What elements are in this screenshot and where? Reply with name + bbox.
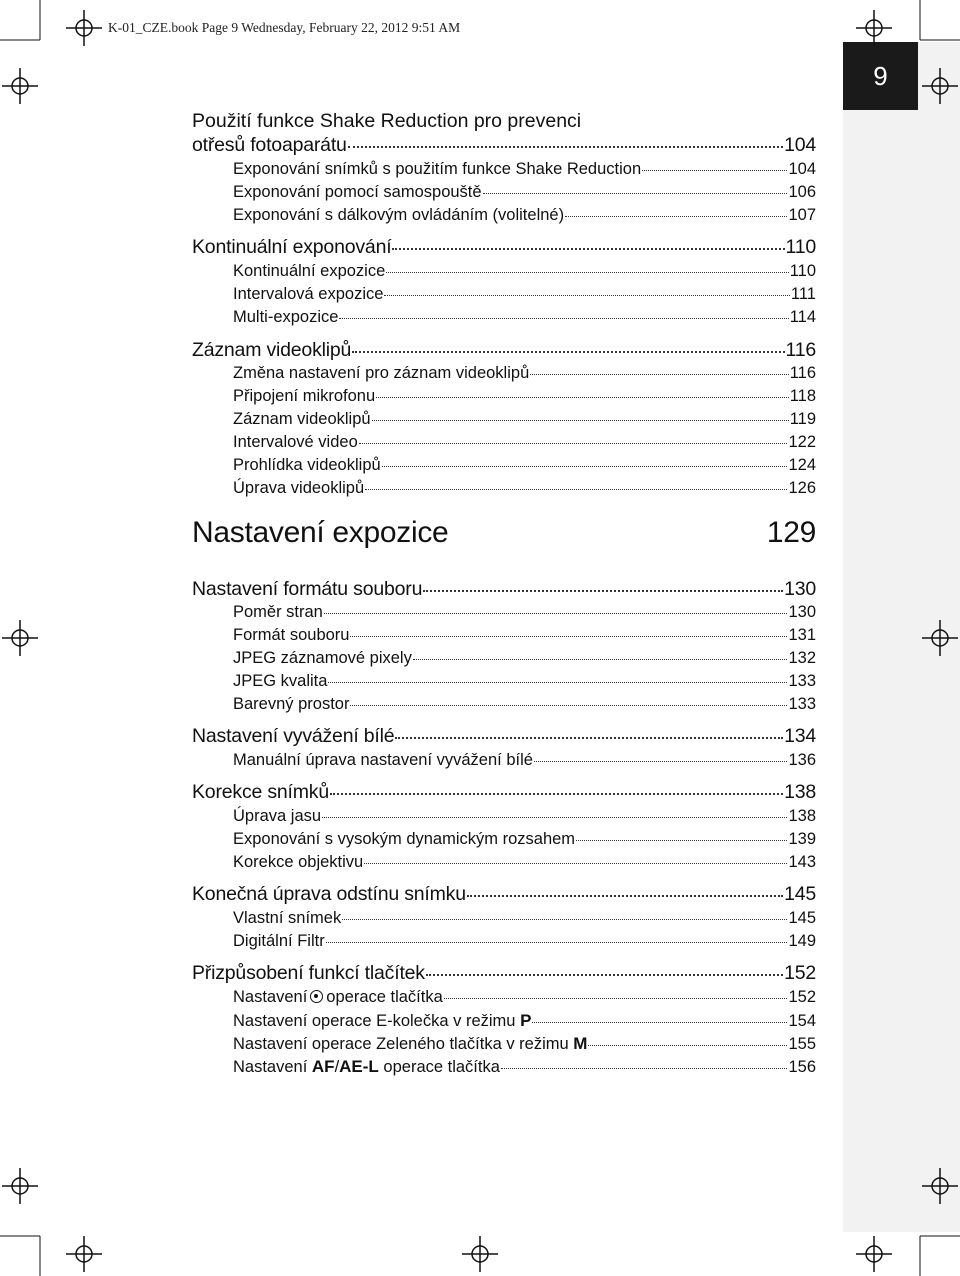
toc-entry[interactable]: Poměr stran 130 [233,603,816,621]
chapter-title: Nastavení expozice [192,516,449,549]
toc-entry[interactable]: Nastavení operace Zeleného tlačítka v režimu M 155 [233,1034,816,1053]
registration-mark-icon [922,68,958,104]
ae-l-symbol: AE-L [339,1057,379,1076]
toc-title-line: Použití funkce Shake Reduction pro prevenci [192,110,582,132]
registration-mark-icon [2,68,38,104]
toc-entry[interactable]: Intervalové video 122 [233,433,816,451]
registration-mark-icon [2,620,38,656]
registration-mark-icon [66,10,102,46]
toc-heading[interactable]: Korekce snímků 138 [192,781,816,803]
toc-heading[interactable]: otřesů fotoaparátu 104 [192,134,816,156]
green-button-icon [310,990,323,1003]
registration-mark-icon [2,1168,38,1204]
toc-entry[interactable]: Nastavení AF/AE-L operace tlačítka 156 [233,1057,816,1076]
toc-heading[interactable]: Kontinuální exponování 110 [192,236,816,258]
toc-entry[interactable]: Nastavení operace tlačítka 152 [233,988,816,1006]
toc-entry[interactable]: Intervalová expozice 111 [233,285,816,303]
page-number-tab: 9 [843,42,918,110]
toc-entry[interactable]: Digitální Filtr 149 [233,932,816,950]
toc-entry[interactable]: Barevný prostor 133 [233,695,816,713]
registration-mark-icon [922,620,958,656]
toc-entry[interactable]: Kontinuální expozice 110 [233,262,816,280]
registration-mark-icon [462,1236,498,1272]
toc-entry[interactable]: Prohlídka videoklipů 124 [233,456,816,474]
print-header: K-01_CZE.book Page 9 Wednesday, February 22, 2012 9:51 AM [108,20,461,35]
chapter-heading[interactable] [192,516,816,550]
toc-entry[interactable]: Záznam videoklipů 119 [233,410,816,428]
toc-heading[interactable]: Nastavení vyvážení bílé 134 [192,725,816,747]
mode-m-symbol: M [573,1034,588,1053]
registration-mark-icon [856,1236,892,1272]
registration-mark-icon [856,10,892,46]
mode-p-symbol: P [520,1011,532,1030]
toc-entry[interactable]: Exponování pomocí samospouště 106 [233,183,816,201]
af-symbol: AF [311,1057,335,1076]
toc-heading[interactable]: Přizpůsobení funkcí tlačítek 152 [192,962,816,984]
toc-entry[interactable]: Změna nastavení pro záznam videoklipů 116 [233,364,816,382]
toc-entry[interactable]: Úprava jasu 138 [233,807,816,825]
toc-entry[interactable]: Vlastní snímek 145 [233,909,816,927]
toc-entry[interactable]: Exponování s vysokým dynamickým rozsahem 139 [233,830,816,848]
chapter-page: 129 [766,516,816,549]
toc-heading[interactable]: Konečná úprava odstínu snímku 145 [192,883,816,905]
toc-entry[interactable]: JPEG kvalita 133 [233,672,816,690]
toc-entry[interactable]: Úprava videoklipů 126 [233,479,816,497]
toc-entry[interactable]: Nastavení operace E-kolečka v režimu P 154 [233,1011,816,1030]
toc-entry[interactable]: Exponování snímků s použitím funkce Shake Reduction 104 [233,160,816,178]
toc-entry[interactable]: Multi-expozice 114 [233,308,816,326]
registration-mark-icon [922,1168,958,1204]
toc-entry[interactable]: Manuální úprava nastavení vyvážení bílé 136 [233,751,816,769]
toc-entry[interactable]: Exponování s dálkovým ovládáním (volitelné) 107 [233,206,816,224]
toc-entry[interactable]: JPEG záznamové pixely 132 [233,649,816,667]
toc-entry[interactable]: Připojení mikrofonu 118 [233,387,816,405]
registration-mark-icon [66,1236,102,1272]
toc-heading[interactable]: Nastavení formátu souboru 130 [192,578,816,600]
toc-heading[interactable]: Záznam videoklipů 116 [192,339,816,361]
toc-entry[interactable]: Formát souboru 131 [233,626,816,644]
toc-entry[interactable]: Korekce objektivu 143 [233,853,816,871]
